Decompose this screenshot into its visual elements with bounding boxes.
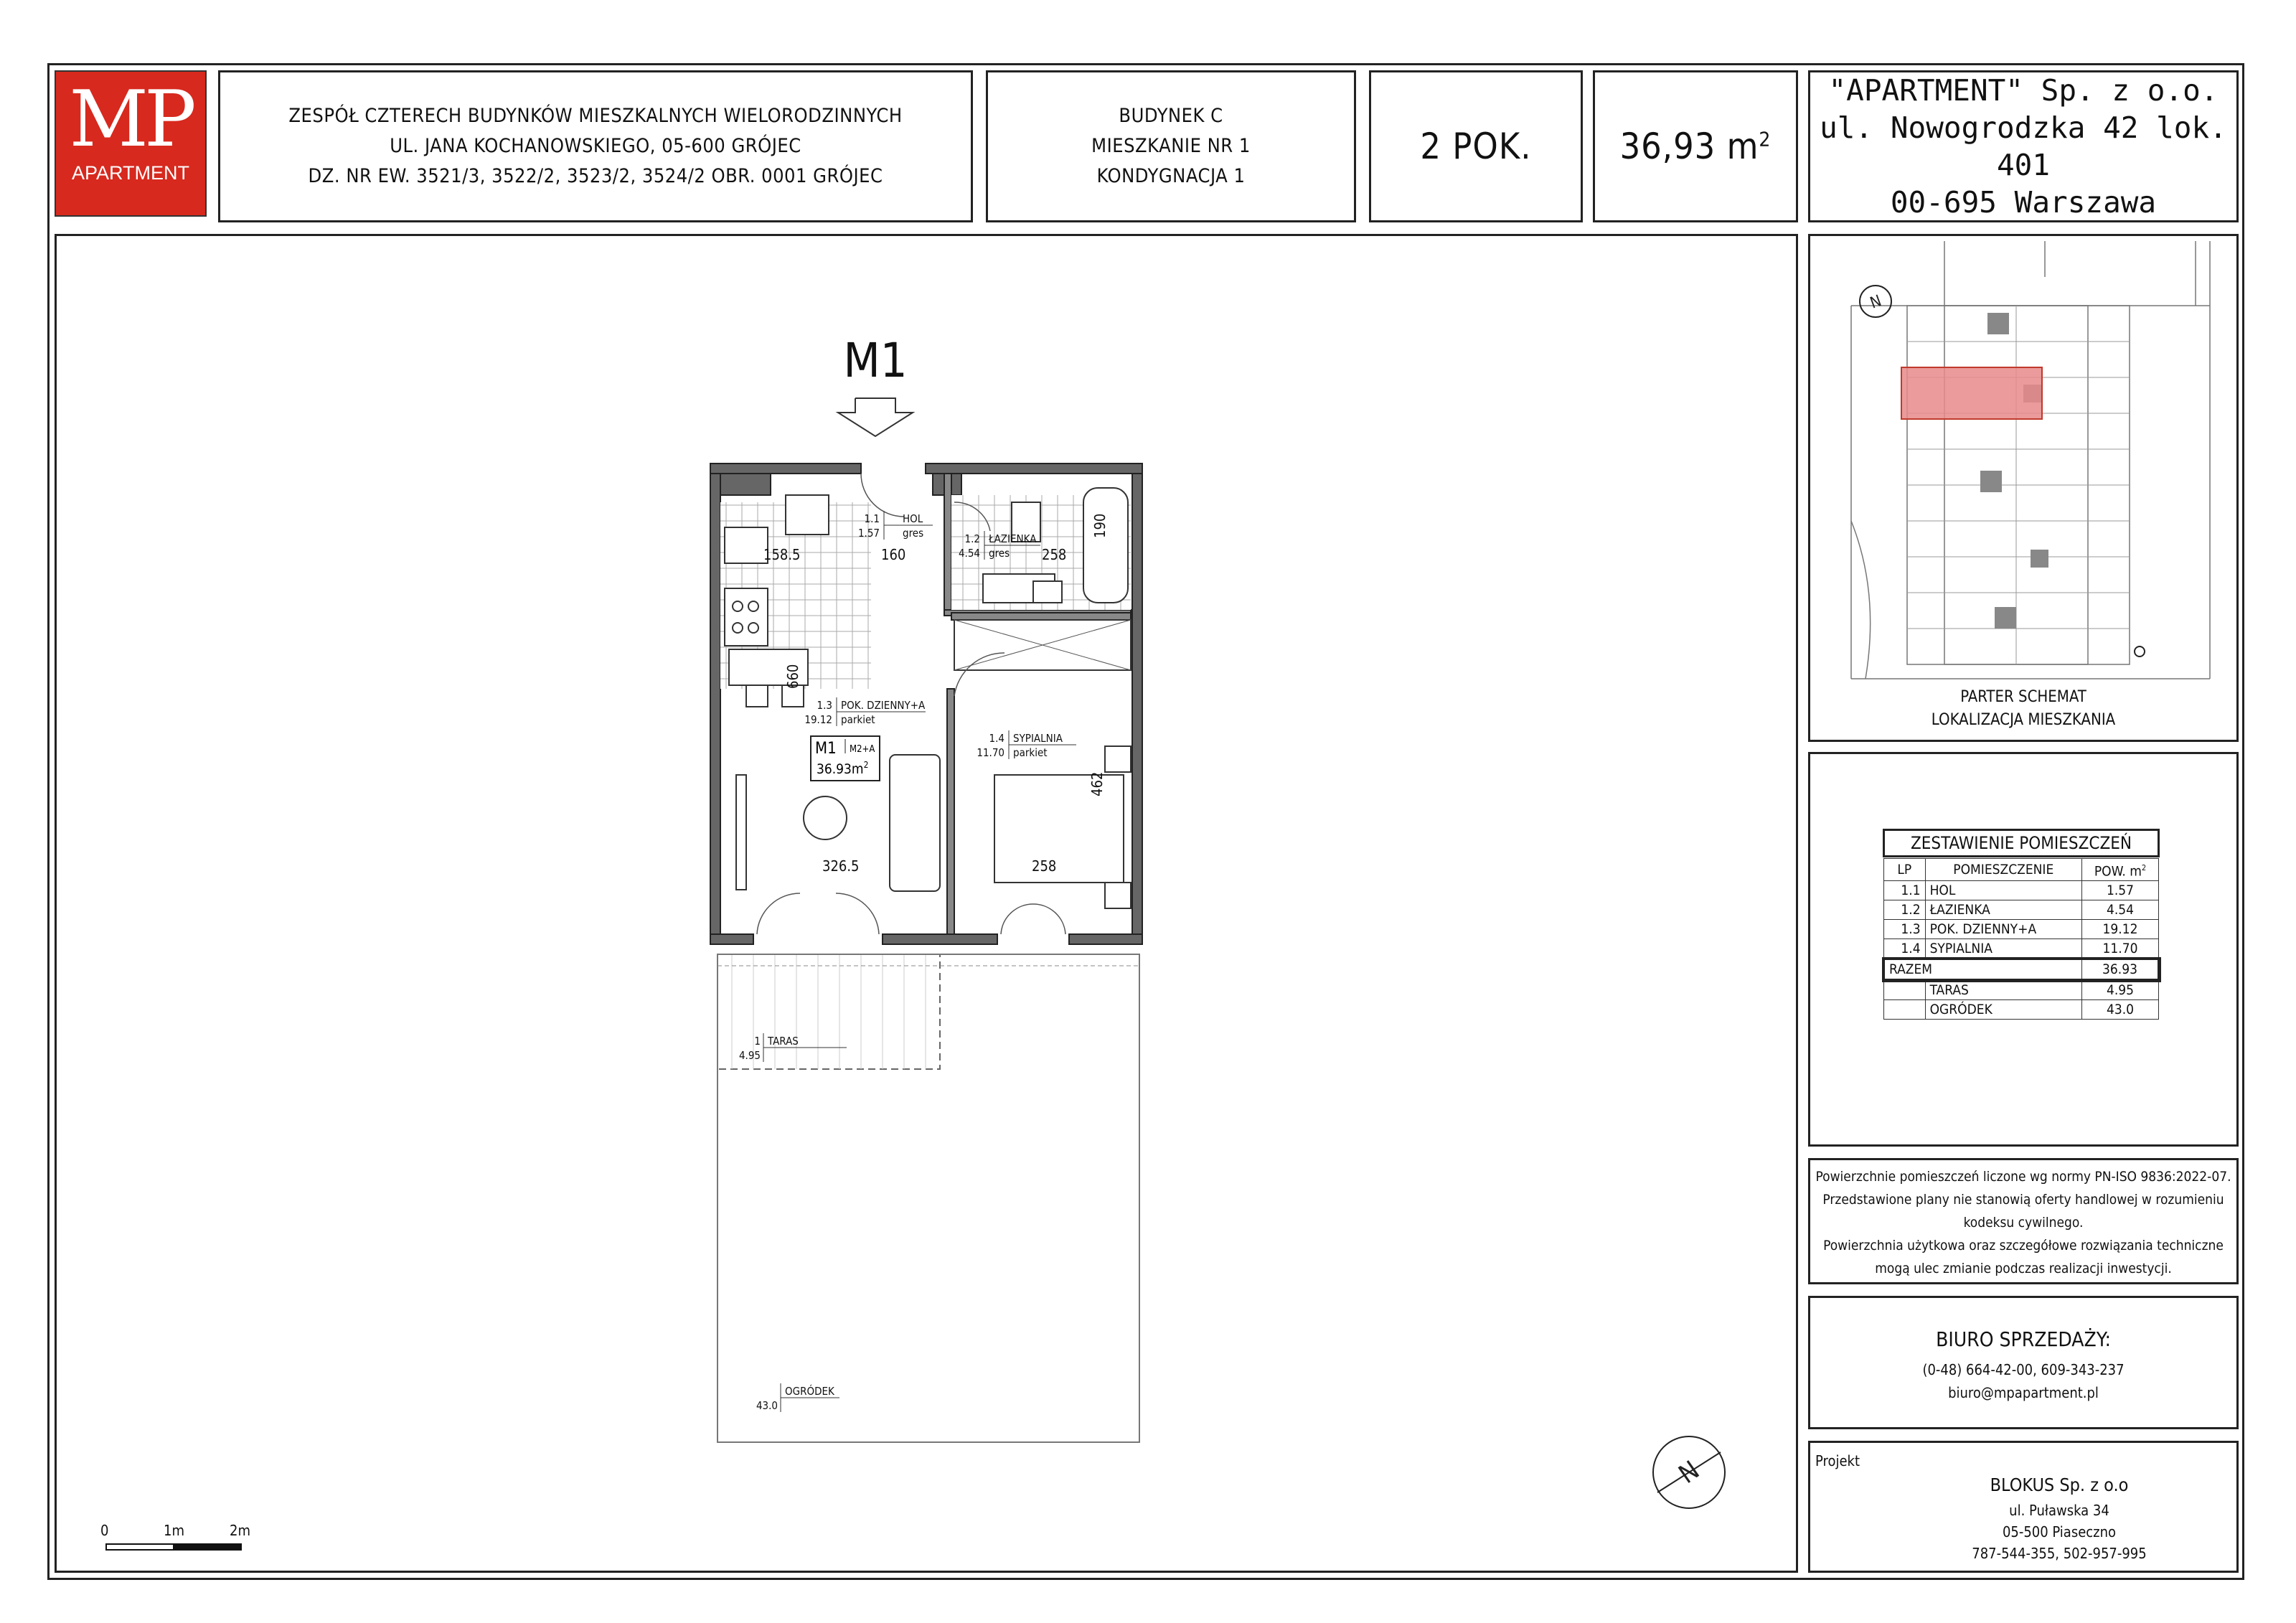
bedroom-area: 11.70 [977, 746, 1004, 759]
project-line-3: DZ. NR EW. 3521/3, 3522/2, 3523/2, 3524/2 OBR. 0001 GRÓJEC [308, 165, 883, 187]
terrace-name: TARAS [768, 1035, 799, 1048]
table-row: 1.3 POK. DZIENNY+A 19.12 [1884, 920, 2159, 939]
hol-floor: gres [903, 527, 924, 540]
utility-cabinet [786, 495, 829, 535]
sales-email: biuro@mpapartment.pl [1948, 1384, 2099, 1401]
dim-160: 160 [881, 546, 906, 563]
building-line-2: MIESZKANIE NR 1 [1091, 135, 1251, 157]
terrace-no: 1 [754, 1035, 761, 1048]
unit-highlight [1901, 367, 2042, 419]
key-plan [1808, 234, 2239, 742]
dim-258-a: 258 [1042, 546, 1067, 563]
garden-area: 43.0 [756, 1399, 778, 1412]
scale-one: 1m [164, 1522, 184, 1539]
rooms-count: 2 POK. [1420, 126, 1532, 167]
summary-table [1883, 858, 2160, 1020]
scale-two: 2m [230, 1522, 250, 1539]
keyplan-north-icon [1860, 286, 1891, 317]
dim-660: 660 [784, 664, 801, 689]
summary-title-text: ZESTAWIENIE POMIESZCZEŃ [1910, 833, 2132, 853]
note-line-1: Powierzchnie pomieszczeń liczone wg normy PN-ISO 9836:2022-07. [1815, 1169, 2231, 1185]
col-name: POMIESZCZENIE [1925, 859, 2081, 881]
sales-office [1808, 1296, 2239, 1429]
living-name: POK. DZIENNY+A [841, 699, 926, 712]
company-box [1808, 70, 2239, 222]
designer-street: ul. Puławska 34 [2009, 1502, 2109, 1519]
living-area: 19.12 [804, 713, 832, 726]
north-arrow-icon [1653, 1436, 1725, 1508]
garden-name: OGRÓDEK [785, 1385, 834, 1398]
summary-header-row [1884, 859, 2159, 881]
bath-floor: gres [989, 547, 1010, 560]
building-line-3: KONDYGNACJA 1 [1096, 165, 1246, 187]
table-row: 1.4 SYPIALNIA 11.70 [1884, 939, 2159, 959]
sales-title: BIURO SPRZEDAŻY: [1936, 1327, 2111, 1351]
area-value: 36,93 $m^2$ [1619, 126, 1772, 167]
designer-info [1880, 1465, 2239, 1570]
logo-apartment: APARTMENT [71, 162, 190, 184]
dim-190: 190 [1091, 513, 1109, 538]
designer-label: Projekt [1815, 1452, 1860, 1469]
unit-label: M1 [843, 333, 908, 388]
scale-zero: 0 [100, 1522, 109, 1539]
note-line-4: Powierzchnia użytkowa oraz szczegółowe rozwiązania techniczne [1823, 1238, 2224, 1253]
bedroom-no: 1.4 [989, 732, 1004, 745]
dim-158-5: 158.5 [763, 546, 801, 563]
company-line-2: ul. Nowogrodzka 42 lok. 401 [1820, 110, 2227, 182]
badge-type: M2+A [850, 744, 875, 755]
dim-326-5: 326.5 [822, 857, 860, 875]
hol-area: 1.57 [857, 527, 880, 540]
note-line-5: mogą ulec zmianie podczas realizacji inwestycji. [1875, 1261, 2172, 1276]
table-row: TARAS 4.95 [1884, 980, 2159, 1000]
bedroom-floor: parkiet [1013, 746, 1048, 759]
hol-name: HOL [903, 512, 923, 525]
living-floor: parkiet [841, 713, 875, 726]
bath-name: ŁAZIENKA [989, 532, 1037, 545]
disclaimer [1808, 1162, 2239, 1283]
company-line-1: "APARTMENT" Sp. z o.o. [1828, 73, 2219, 108]
dim-258-b: 258 [1032, 857, 1057, 875]
badge-unit: M1 [815, 740, 837, 758]
table-row: OGRÓDEK 43.0 [1884, 1000, 2159, 1020]
living-no: 1.3 [817, 699, 832, 712]
col-area: POW. $m^2$ [2082, 859, 2159, 881]
note-line-3: kodeksu cywilnego. [1963, 1215, 2084, 1231]
bedroom-name: SYPIALNIA [1013, 732, 1063, 745]
terrace-pattern [732, 954, 926, 1069]
bath-no: 1.2 [964, 532, 980, 545]
col-lp: LP [1884, 859, 1926, 881]
table-row: 1.2 ŁAZIENKA 4.54 [1884, 900, 2159, 920]
keyplan-line-2: LOKALIZACJA MIESZKANIA [1931, 711, 2116, 729]
note-line-2: Przedstawione plany nie stanowią oferty handlowej w rozumieniu [1822, 1192, 2224, 1208]
sales-phones: (0-48) 664-42-00, 609-343-237 [1922, 1361, 2125, 1378]
keyplan-line-1: PARTER SCHEMAT [1960, 688, 2086, 706]
bed [994, 746, 1131, 908]
scale-bar [106, 1544, 241, 1550]
designer-name: BLOKUS Sp. z o.o [1990, 1474, 2129, 1495]
dim-462: 462 [1088, 771, 1106, 796]
svg-text:N: N [1868, 292, 1884, 313]
bath-area: 4.54 [958, 547, 980, 560]
designer-phones: 787-544-355, 502-957-995 [1972, 1545, 2147, 1562]
building-line-1: BUDYNEK C [1119, 105, 1223, 127]
company-line-3: 00-695 Warszawa [1890, 185, 2157, 220]
entry-arrow [838, 398, 913, 436]
project-line-1: ZESPÓŁ CZTERECH BUDYNKÓW MIESZKALNYCH WIELORODZINNYCH [288, 105, 903, 127]
table-row: 1.1 HOL 1.57 [1884, 881, 2159, 900]
project-line-2: UL. JANA KOCHANOWSKIEGO, 05-600 GRÓJEC [390, 135, 801, 157]
total-row: RAZEM 36.93 [1884, 959, 2159, 980]
hol-no: 1.1 [864, 512, 880, 525]
garden-outline [718, 954, 1139, 1442]
designer-city: 05-500 Piaseczno [2002, 1523, 2117, 1540]
terrace-area: 4.95 [738, 1049, 761, 1062]
summary-title [1883, 829, 2160, 857]
svg-text:N: N [1673, 1455, 1705, 1490]
logo-mp: MP [69, 75, 192, 164]
badge-area: $36.93m^2$ [817, 760, 869, 777]
